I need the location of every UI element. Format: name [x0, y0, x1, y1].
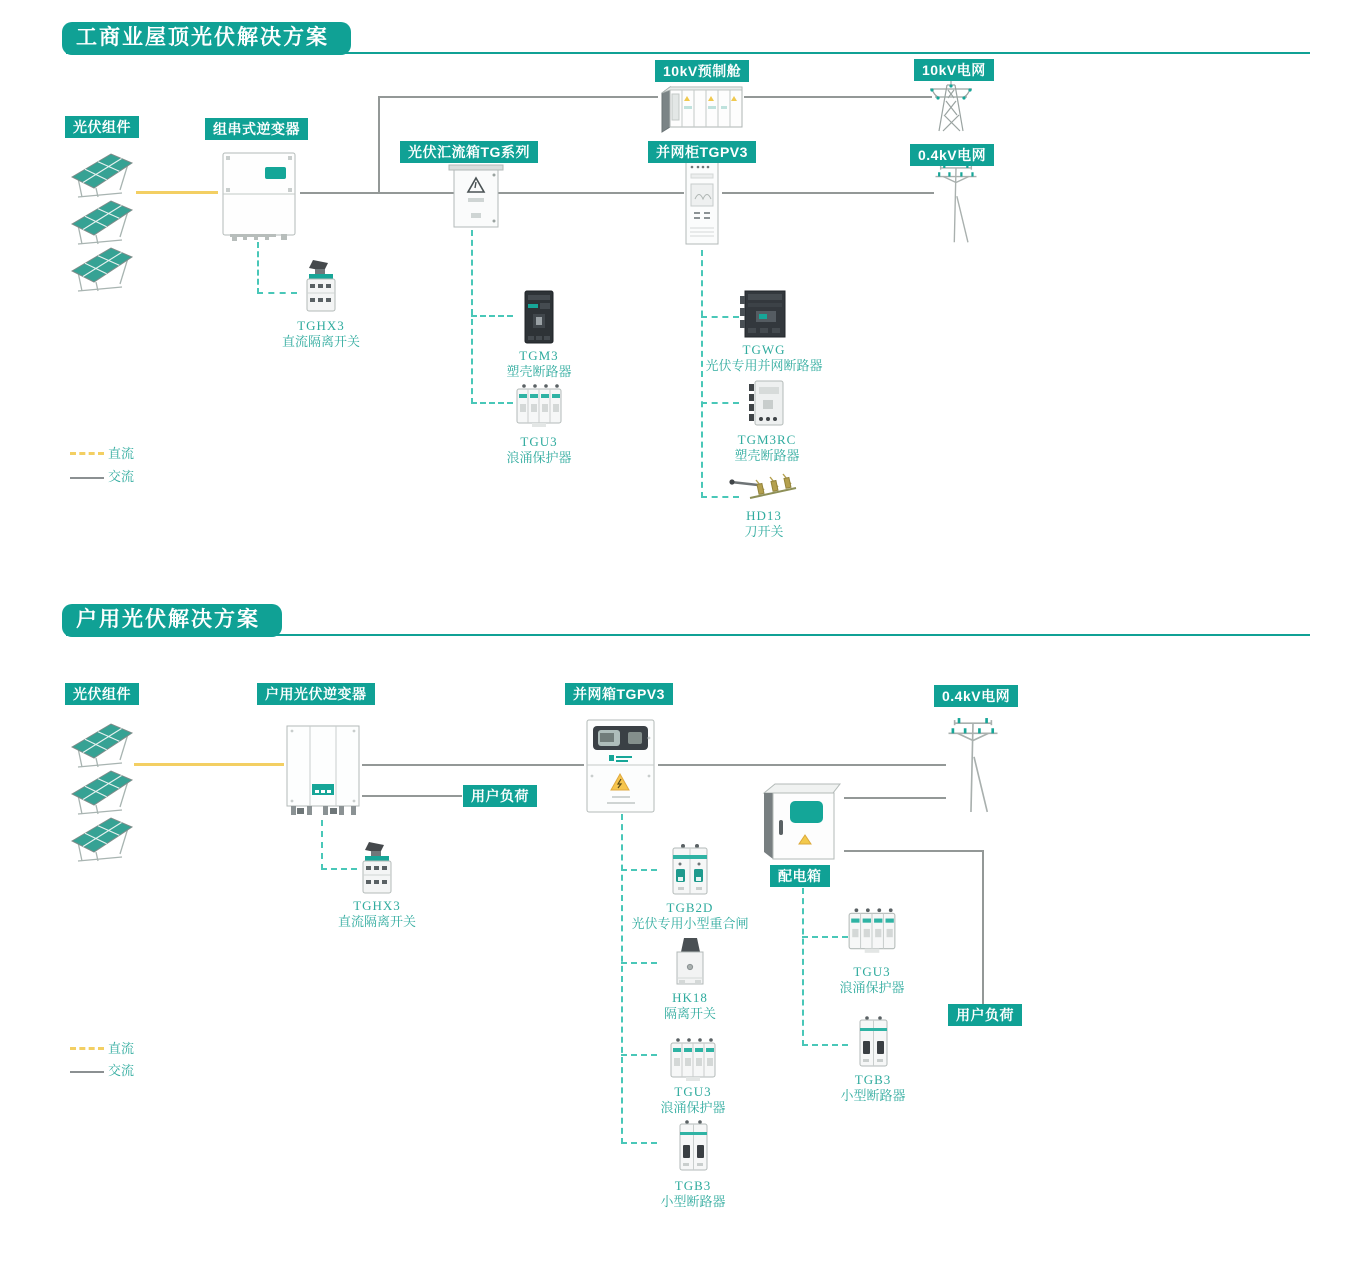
- tgm3-icon: [520, 288, 558, 346]
- solar-panel-icon: [66, 244, 138, 294]
- tgu3-icon: [846, 906, 898, 956]
- label-grid-04kv: 0.4kV电网: [910, 144, 994, 166]
- component-model: TGB3: [854, 1072, 892, 1087]
- component-caption: [687, 432, 847, 464]
- component-desc: 浪涌保护器: [506, 450, 572, 465]
- dashed-connector: [621, 1054, 657, 1056]
- ac-line: [844, 850, 984, 852]
- legend-dc-label: 直流: [108, 1041, 135, 1056]
- grid-box-icon: [583, 718, 658, 814]
- tgu3-icon: [514, 382, 564, 430]
- legend-dc-label: 直流: [108, 446, 135, 461]
- component-model: TGHX3: [297, 318, 345, 333]
- component-model: TGWG: [742, 342, 786, 357]
- legend-dc-line: [70, 1047, 104, 1050]
- dashed-connector: [701, 316, 739, 318]
- ac-line: [362, 764, 584, 766]
- component-caption: [630, 990, 750, 1022]
- solar-panel-icon: [66, 197, 138, 247]
- dashed-connector: [621, 1142, 657, 1144]
- section-title-commercial: 工商业屋顶光伏解决方案: [62, 22, 351, 55]
- component-caption: [684, 508, 844, 540]
- label-user-load: 用户负荷: [463, 785, 537, 807]
- label-grid-10kv: 10kV电网: [914, 59, 994, 81]
- component-caption: [479, 434, 599, 466]
- dashed-connector: [701, 402, 739, 404]
- tgwg-icon: [738, 288, 790, 340]
- label-string-inverter: 组串式逆变器: [205, 118, 308, 140]
- ac-line: [722, 192, 934, 194]
- dashed-connector: [802, 1044, 848, 1046]
- component-model: TGU3: [674, 1084, 712, 1099]
- label-dist-box: 配电箱: [770, 865, 830, 887]
- solar-panel-icon: [66, 814, 138, 864]
- solar-panel-icon: [66, 767, 138, 817]
- component-model: HD13: [746, 508, 782, 523]
- component-desc: 浪涌保护器: [839, 980, 905, 995]
- dashed-connector: [257, 242, 259, 294]
- component-desc: 光伏专用小型重合闸: [631, 916, 749, 931]
- label-grid-box: 并网箱TGPV3: [565, 683, 673, 705]
- combiner-box-icon: [446, 161, 506, 231]
- dashed-connector: [621, 962, 657, 964]
- ac-line: [378, 96, 658, 98]
- component-desc: 塑壳断路器: [506, 364, 572, 379]
- legend-dc-line: [70, 452, 104, 455]
- component-desc: 塑壳断路器: [734, 448, 800, 463]
- grid-cabinet-icon: [682, 158, 722, 246]
- legend-ac-line: [70, 1071, 104, 1073]
- component-desc: 直流隔离开关: [281, 334, 360, 349]
- component-model: TGU3: [853, 964, 891, 979]
- residential-inverter-icon: [283, 722, 363, 820]
- label-combiner-box: 光伏汇流箱TG系列: [400, 141, 538, 163]
- component-model: TGB2D: [666, 900, 714, 915]
- component-caption: [633, 1178, 753, 1210]
- ac-line: [844, 797, 946, 799]
- legend-ac-line: [70, 477, 104, 479]
- dashed-connector: [471, 230, 473, 404]
- section-title-residential: 户用光伏解决方案: [62, 604, 282, 637]
- label-grid-04kv: 0.4kV电网: [934, 685, 1018, 707]
- tgb2d-icon: [666, 842, 714, 898]
- component-caption: [812, 964, 932, 996]
- component-desc: 刀开关: [744, 524, 784, 539]
- prefab-cabin-icon: [656, 80, 746, 134]
- tgb3-icon: [854, 1014, 892, 1070]
- component-model: TGB3: [674, 1178, 712, 1193]
- component-desc: 小型断路器: [840, 1088, 906, 1103]
- dashed-connector: [471, 402, 513, 404]
- component-caption: [684, 342, 844, 374]
- dashed-connector: [321, 868, 357, 870]
- dashed-connector: [471, 315, 513, 317]
- ac-line: [982, 850, 984, 1006]
- component-desc: 光伏专用并网断路器: [705, 358, 823, 373]
- dashed-connector: [621, 814, 623, 1144]
- label-grid-cabinet: 并网柜TGPV3: [648, 141, 756, 163]
- label-pv-modules: 光伏组件: [65, 683, 139, 705]
- hk18-icon: [670, 934, 710, 988]
- tgb3-icon: [674, 1118, 712, 1174]
- utility-pole-icon: [944, 716, 1002, 814]
- dashed-connector: [257, 292, 297, 294]
- component-desc: 隔离开关: [663, 1006, 716, 1021]
- label-prefab-cabin: 10kV预制舱: [655, 60, 749, 82]
- component-caption: [317, 898, 437, 930]
- ac-line: [744, 96, 932, 98]
- solar-panel-icon: [66, 150, 138, 200]
- transmission-tower-icon: [924, 75, 978, 133]
- component-desc: 小型断路器: [660, 1194, 726, 1209]
- label-user-load: 用户负荷: [948, 1004, 1022, 1026]
- distribution-box-icon: [758, 780, 844, 864]
- component-caption: [261, 318, 381, 350]
- component-caption: [610, 900, 770, 932]
- dashed-connector: [802, 936, 848, 938]
- tgm3rc-icon: [746, 378, 788, 428]
- dc-line: [136, 191, 218, 194]
- utility-pole-icon: [928, 162, 984, 244]
- label-pv-modules: 光伏组件: [65, 116, 139, 138]
- component-desc: 直流隔离开关: [337, 914, 416, 929]
- solar-panel-icon: [66, 720, 138, 770]
- legend-ac-label: 交流: [108, 469, 135, 484]
- label-res-inverter: 户用光伏逆变器: [257, 683, 375, 705]
- ac-line: [362, 795, 462, 797]
- ac-line-riser: [378, 97, 380, 194]
- hd13-icon: [728, 472, 800, 504]
- component-model: HK18: [672, 990, 708, 1005]
- tghx3-icon: [300, 258, 342, 314]
- component-caption: [813, 1072, 933, 1104]
- component-caption: [633, 1084, 753, 1116]
- tghx3-icon: [356, 840, 398, 896]
- component-caption: [479, 348, 599, 380]
- component-desc: 浪涌保护器: [660, 1100, 726, 1115]
- component-model: TGM3RC: [737, 432, 797, 447]
- component-model: TGU3: [520, 434, 558, 449]
- string-inverter-icon: [218, 150, 300, 242]
- component-model: TGM3: [519, 348, 559, 363]
- component-model: TGHX3: [353, 898, 401, 913]
- dashed-connector: [621, 869, 657, 871]
- dashed-connector: [802, 888, 804, 1046]
- legend-ac-label: 交流: [108, 1063, 135, 1078]
- tgu3-icon: [668, 1036, 718, 1084]
- dc-line: [134, 763, 284, 766]
- dashed-connector: [321, 820, 323, 870]
- ac-line: [658, 764, 946, 766]
